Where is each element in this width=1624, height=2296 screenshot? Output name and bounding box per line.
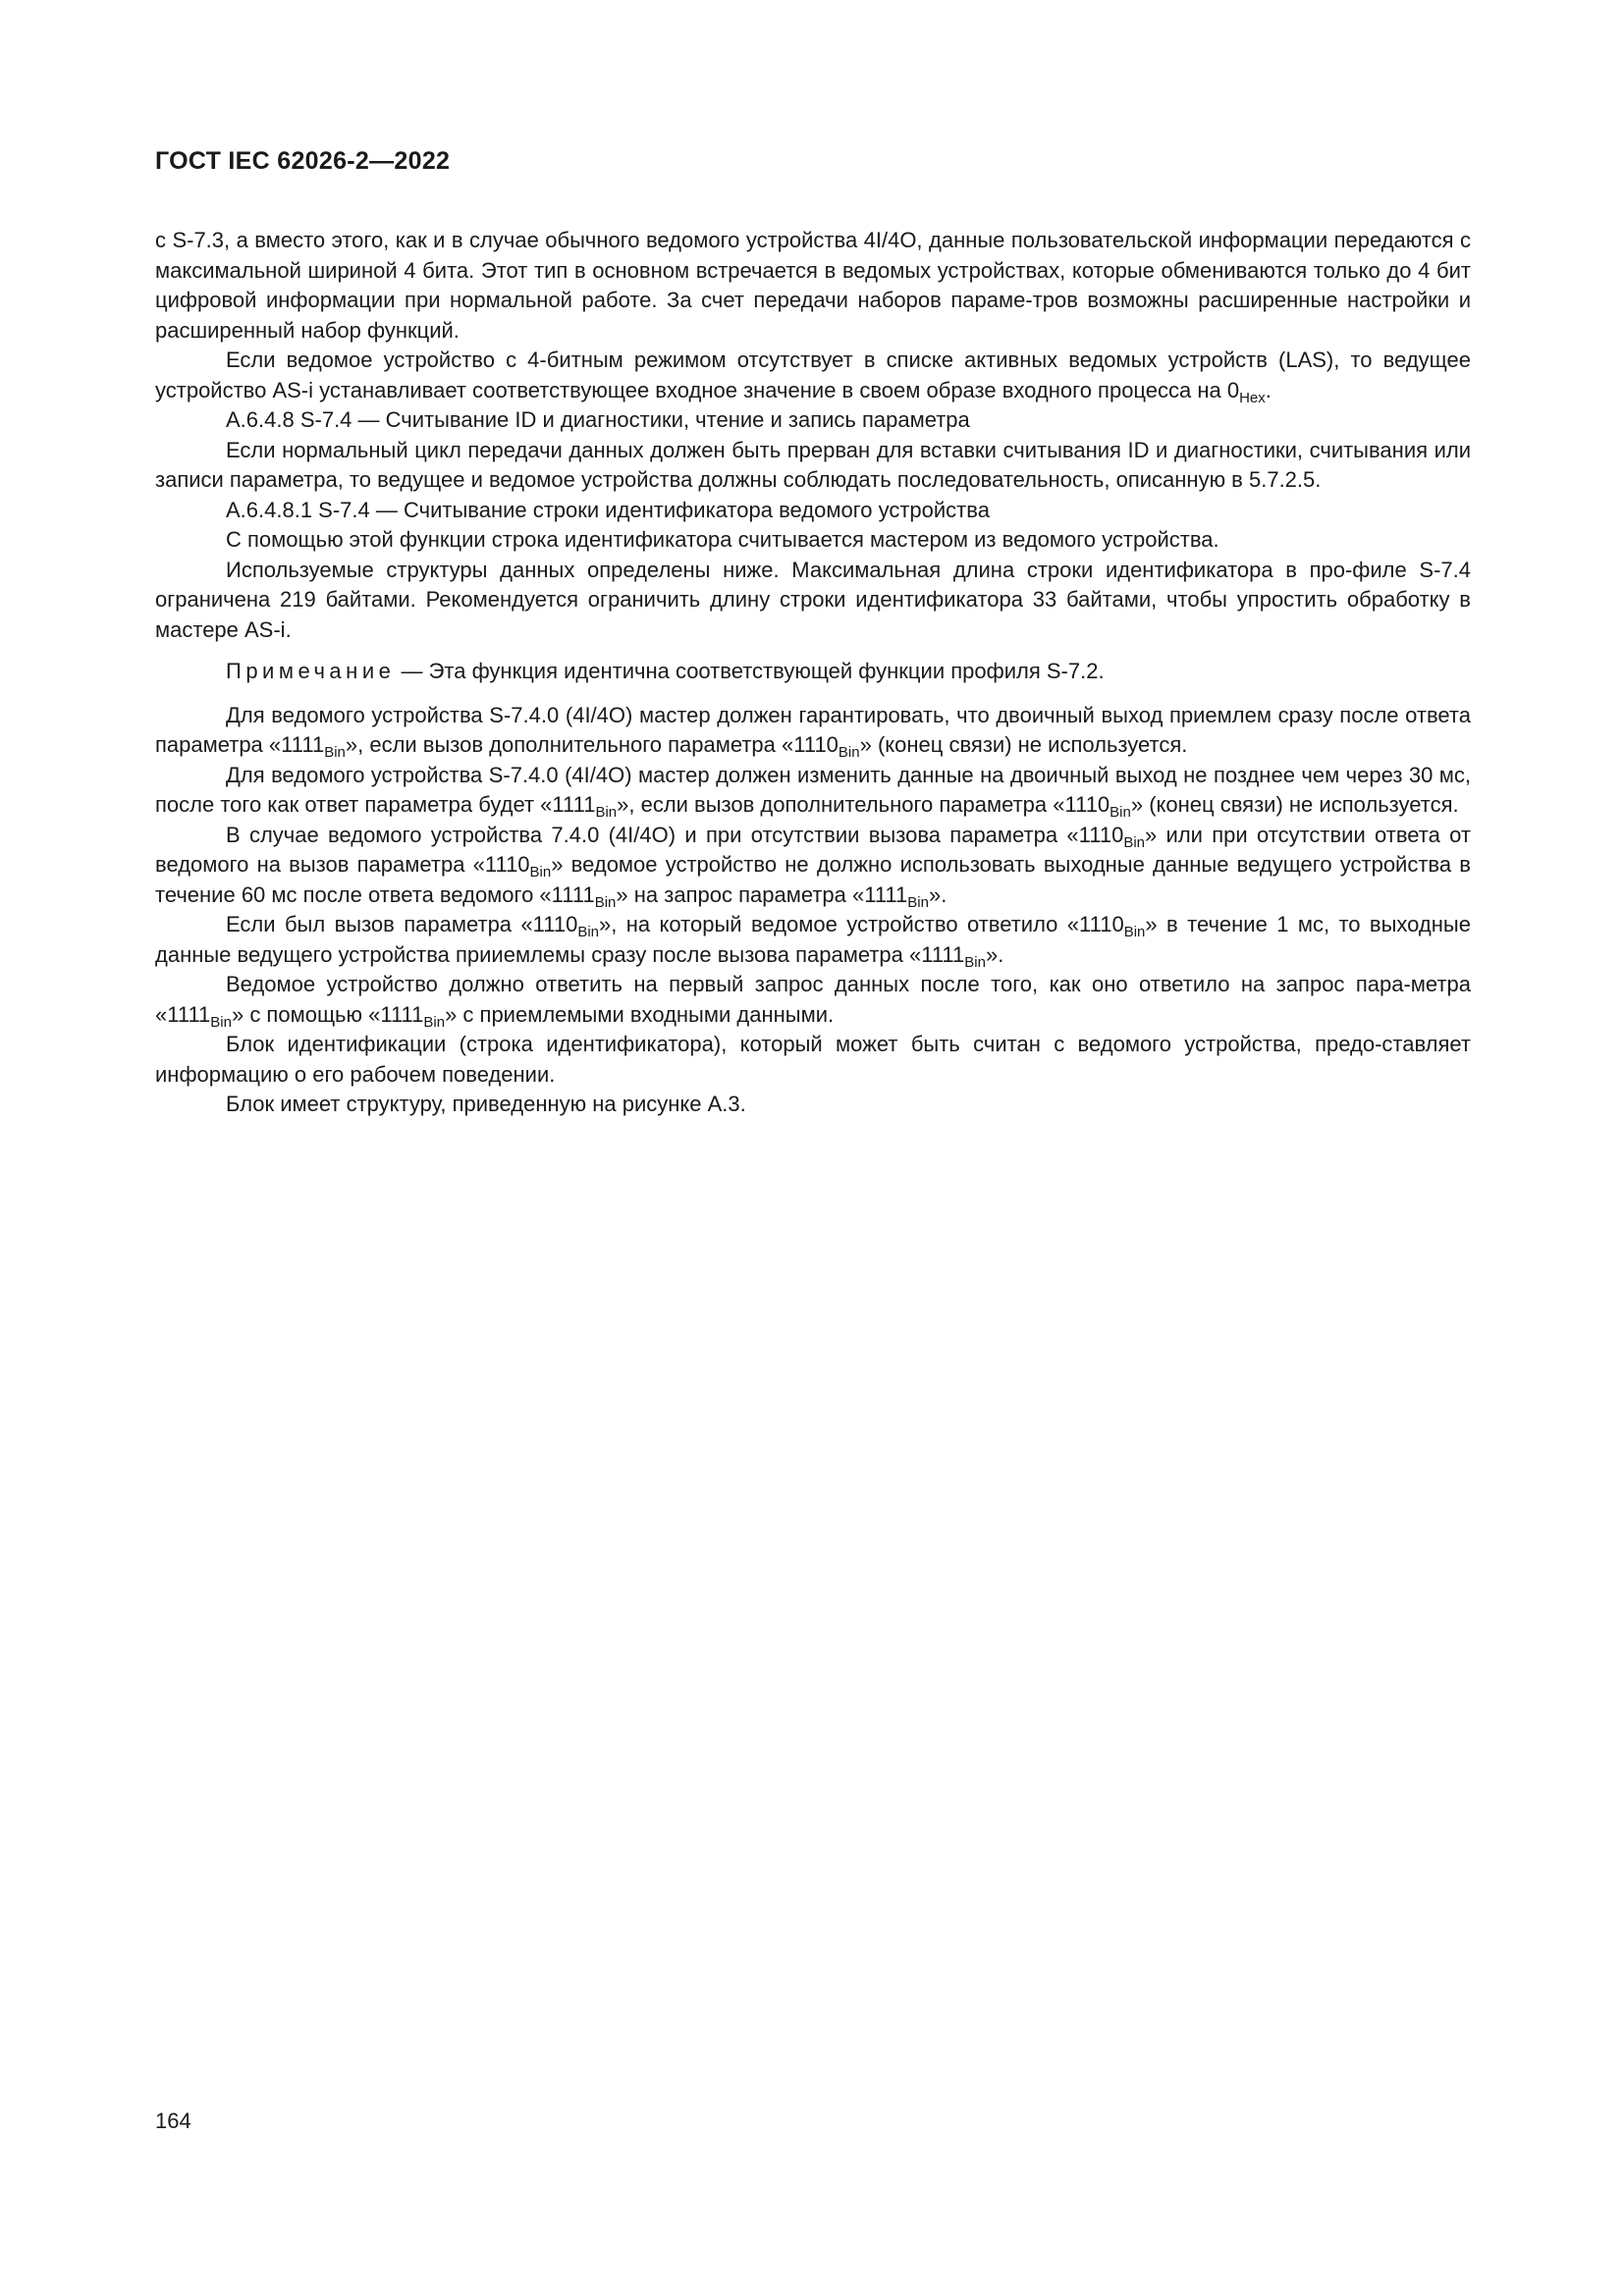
note: Примечание — Эта функция идентична соответствующей функции профиля S-7.2. [226,659,1105,683]
paragraph: Блок имеет структуру, приведенную на рисунке А.3. [226,1092,746,1116]
paragraph: Если был вызов параметра «$1110_{Bin}$», на который ведомое устройство ответило «$1110_{Bin}$» в течение 1 мс, то выходные данные ведущего устройства прииемлемы сразу после вызова параметра «$1111_{Bin}$». [155,912,1471,971]
paragraph: В случае ведомого устройства 7.4.0 (4I/4O) и при отсутствии вызова параметра «$1110_{Bin}$» или при отсутствии ответа от ведомого на вызов параметра «$1110_{Bin}$» ведомое устройство не должно использовать выходные данные ведущего устройства в течение 60 мс после ответа ведомого «$1111_{Bin}$» на запрос параметра «$1111_{Bin}$». [155,822,1471,911]
paragraph: с S-7.3, а вместо этого, как и в случае обычного ведомого устройства 4I/4O, данные пользовательской информации передаются с максимальной шириной 4 бита. Этот тип в основном встречается в ведомых устройствах, которые обмениваются только до 4 бит цифровой информации при нормальной работе. За счет передачи наборов параме-тров возможны расширенные настройки и расширенный набор функций. [155,228,1471,343]
paragraph: Для ведомого устройства S-7.4.0 (4I/4O) мастер должен изменить данные на двоичный выход не позднее чем через 30 мс, после того как ответ параметра будет «$1111_{Bin}$», если вызов дополнительного параметра «$1110_{Bin}$» (конец связи) не используется. [155,762,1471,821]
paragraph: Блок идентификации (строка идентификатора), который может быть считан с ведомого устройства, предо-ставляет информацию о его рабочем поведении. [155,1032,1471,1087]
paragraph: С помощью этой функции строка идентификатора считывается мастером из ведомого устройства. [226,527,1219,552]
note-label: Примечание [226,659,396,683]
paragraph: Если нормальный цикл передачи данных должен быть прерван для вставки считывания ID и диагностики, считывания или записи параметра, то ведущее и ведомое устройства должны соблюдать последовательность, описанную в 5.7.2.5. [155,437,1471,492]
document-header: ГОСТ IEC 62026-2—2022 [155,147,451,175]
document-body [155,226,1471,1120]
paragraph: Ведомое устройство должно ответить на первый запрос данных после того, как оно ответило на запрос пара-метра «$1111_{Bin}$» с помощью «$1111_{Bin}$» с приемлемыми входными данными. [155,972,1471,1031]
page-number: 164 [155,2109,191,2133]
paragraph: Для ведомого устройства S-7.4.0 (4I/4O) мастер должен гарантировать, что двоичный выход приемлем сразу после ответа параметра «$1111_{Bin}$», если вызов дополнительного параметра «$1110_{Bin}$» (конец связи) не используется. [155,702,1471,761]
paragraph: Используемые структуры данных определены ниже. Максимальная длина строки идентификатора в про-филе S-7.4 ограничена 219 байтами. Рекомендуется ограничить длину строки идентификатора 33 байтами, чтобы упростить обработку в мастере AS-i. [155,557,1471,642]
section-heading: А.6.4.8 S-7.4 — Считывание ID и диагностики, чтение и запись параметра [226,407,970,432]
paragraph: Если ведомое устройство с 4-битным режимом отсутствует в списке активных ведомых устройств (LAS), то ведущее устройство AS-i устанавливает соответствующее входное значение в своем образе входного процесса на $0_{Hex}$. [155,347,1471,406]
section-heading: А.6.4.8.1 S-7.4 — Считывание строки идентификатора ведомого устройства [226,497,990,522]
